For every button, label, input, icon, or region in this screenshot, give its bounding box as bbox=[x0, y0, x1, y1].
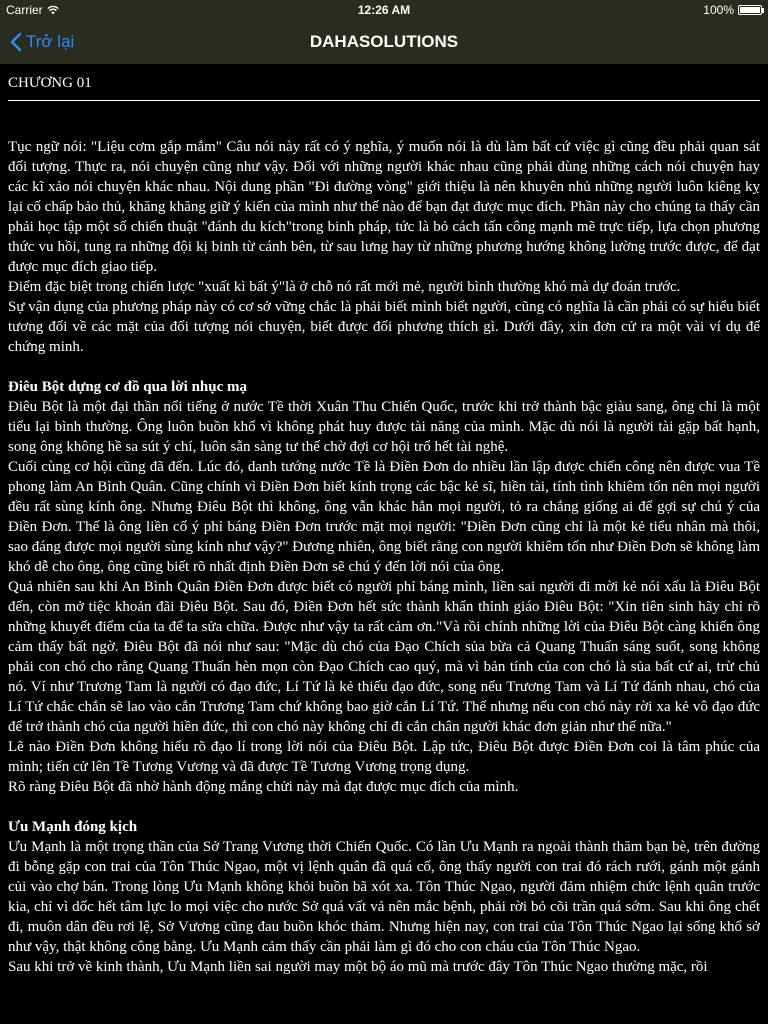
status-bar bbox=[0, 0, 768, 20]
paragraph: Sau khi trở về kinh thành, Ưu Mạnh liền sai người may một bộ áo mũ mà trước đây Tôn Thúc Ngao thường mặc, rồi bbox=[8, 959, 708, 975]
paragraph: Tục ngữ nói: "Liệu cơm gắp mắm" Câu nói này rất có ý nghĩa, ý muốn nói là dù làm bất cứ việc gì cũng đều phải quan sát đối tượng. Thực ra, nói chuyện cũng như vậy. Đối với những người khác nhau cũng phải dùng những cách nói chuyện hay các kĩ xảo nói chuyện khác nhau. Nội dung phần "Đi đường vòng" giới thiệu là nên khuyên nhủ những người luôn kiêng kỵ lại cố chấp bảo thủ, khăng khăng giữ ý kiến của mình như thế nào để bạn đạt được mục đích. Phần này cho chúng ta thấy cần phải học tập một số chiến thuật "đánh du kích"trong binh pháp, tức là bỏ cách tấn công mạnh mẽ trực tiếp, lựa chọn phương thức vu hồi, tung ra những đội kị binh từ cánh bên, từ sau lưng hay từ những phương hướng không lường trước được, để đạt được mục đích giao tiếp. bbox=[8, 139, 760, 275]
navigation-bar bbox=[0, 20, 768, 64]
back-button[interactable] bbox=[10, 20, 74, 64]
paragraph: Quả nhiên sau khi An Bình Quân Điền Đơn được biết có người phỉ báng mình, liền sai người đi mời kẻ nói xấu là Điêu Bột đến, còn mở tiệc khoản đãi Điêu Bột. Sau đó, Điền Đơn hết sức thành khẩn thỉnh giáo Điêu Bột: "Xin tiên sinh hãy chỉ rõ những khuyết điểm của ta để ta sửa chữa. Được như vậy ta rất cảm ơn."Và rồi chính những lời của Điêu Bột càng khiến ông cảm thấy bất ngờ. Điêu Bột đã nói như sau: "Mặc dù chó của Đạo Chích sủa bừa cả Quang Thuấn sáng suốt, song không phải con chó cho rằng Quang Thuấn hèn mọn còn Đạo Chích cao quý, mà vì bản tính của con chó là sủa bất cứ ai, trừ chủ nó. Ví như Trương Tam là người có đạo đức, Lí Tứ là kẻ thiếu đạo đức, song nếu Trương Tam và Lí Tứ đánh nhau, chó của Lí Tứ chắc chắn sẽ lao vào cắn Trương Tam chứ không bao giờ cắn Lí Tứ. Thế nhưng nếu con chó này rời xa kẻ vô đạo đức để trở thành chó của người hiền đức, thì con chó này không chỉ đi cắn chân người khác đơn giản như thế nữa." bbox=[8, 579, 760, 735]
article-content[interactable] bbox=[0, 64, 768, 977]
battery-icon bbox=[738, 5, 762, 15]
battery-percent: 100% bbox=[703, 3, 734, 17]
carrier-label: Carrier bbox=[6, 3, 43, 17]
chapter-title: CHƯƠNG 01 bbox=[8, 75, 92, 91]
paragraph: Điêu Bột là một đại thần nổi tiếng ở nước Tề thời Xuân Thu Chiến Quốc, trước khi trở thành bậc giàu sang, ông chỉ là một tiểu lại bình thường. Ông luôn buồn khổ vì không phát huy được tài năng của mình. Mặc dù nói là người tài gặp bất hạnh, song ông không hề sa sút ý chí, luôn sẵn sàng tư thế chờ đợi cơ hội trổ hết tài nghệ. bbox=[8, 399, 760, 455]
back-button-label: Trở lại bbox=[26, 32, 75, 51]
paragraph: Lẽ nào Điền Đơn không hiểu rõ đạo lí trong lời nói của Điêu Bột. Lập tức, Điêu Bột được Điền Đơn coi là tâm phúc của mình; tiến cử lên Tề Tương Vương và đã được Tề Tương Vương trọng dụng. bbox=[8, 739, 760, 775]
paragraph: Ưu Mạnh là một trọng thần của Sở Trang Vương thời Chiến Quốc. Có lần Ưu Mạnh ra ngoài thành thăm bạn bè, trên đường đi bỗng gặp con trai của Tôn Thúc Ngao, một vị lệnh quân đã quá cố, ông thấy người con trai đó rách rưới, gánh một gánh củi vào chợ bán. Trong lòng Ưu Mạnh không khỏi buồn bã xót xa. Tôn Thúc Ngao, người đảm nhiệm chức lệnh quân trước kia, chỉ vì dốc hết tâm lực lo mọi việc cho nước Sở quá vất vả nên mắc bệnh, phải rời bỏ cõi trần quá sớm. Sau khi ông chết đi, muôn dân đều rơi lệ, Sở Vương cũng đau buồn khóc thảm. Nhưng hiện nay, con trai của Tôn Thúc Ngao lại sống khổ sở như vậy, thật không công bằng. Ưu Mạnh cảm thấy cần phải làm gì đó cho con cháu của Tôn Thúc Ngao. bbox=[8, 839, 760, 955]
chevron-left-icon bbox=[10, 32, 22, 52]
paragraph: Sự vận dụng của phương pháp này có cơ sở vững chắc là phải biết mình biết người, cũng có nghĩa là cần phải có sự hiểu biết tương đối về các mặt của đối tượng nói chuyện, biết được đối phương thích gì. Dưới đây, xin đơn cử ra một vài ví dụ để chứng minh. bbox=[8, 299, 760, 355]
section-heading: Điêu Bột dựng cơ đồ qua lời nhục mạ bbox=[8, 379, 247, 395]
paragraph: Cuối cùng cơ hội cũng đã đến. Lúc đó, danh tướng nước Tề là Điền Đơn do nhiều lần lập được chiến công nên được vua Tề phong làm An Bình Quân. Cũng chính vì Điền Đơn biết kính trọng các bậc kẻ sĩ, hiền tài, tính tình khiêm tốn nên mọi người đều rất sùng kính ông. Nhưng Điêu Bột thì không, ông vẫn khác hẳn mọi người, tỏ ra chẳng giống ai để gợi sự chú ý của Điền Đơn. Thế là ông liền cố ý phỉ báng Điền Đơn trước mặt mọi người: "Điền Đơn cũng chỉ là một kẻ tiểu nhân mà thôi, sao đáng được mọi người sùng kính như vậy?" Đương nhiên, ông biết rằng con người khiêm tốn như Điền Đơn sẽ không làm khó dễ cho ông, ông cũng biết rõ nhất định Điền Đơn sẽ chú ý đến lời nói của ông. bbox=[8, 459, 760, 575]
status-time: 12:26 AM bbox=[357, 3, 411, 17]
chapter-divider bbox=[8, 100, 760, 101]
paragraph: Rõ ràng Điêu Bột đã nhờ hành động mắng chửi này mà đạt được mục đích của mình. bbox=[8, 779, 519, 795]
page-title: DAHASOLUTIONS bbox=[309, 32, 459, 51]
status-right bbox=[703, 3, 762, 17]
battery-level bbox=[740, 7, 760, 13]
section-heading: Ưu Mạnh đóng kịch bbox=[8, 819, 138, 835]
paragraph: Điểm đặc biệt trong chiến lược "xuất kì bất ý"là ở chỗ nó rất mới mẻ, người bình thường khó mà dự đoán trước. bbox=[8, 279, 681, 295]
